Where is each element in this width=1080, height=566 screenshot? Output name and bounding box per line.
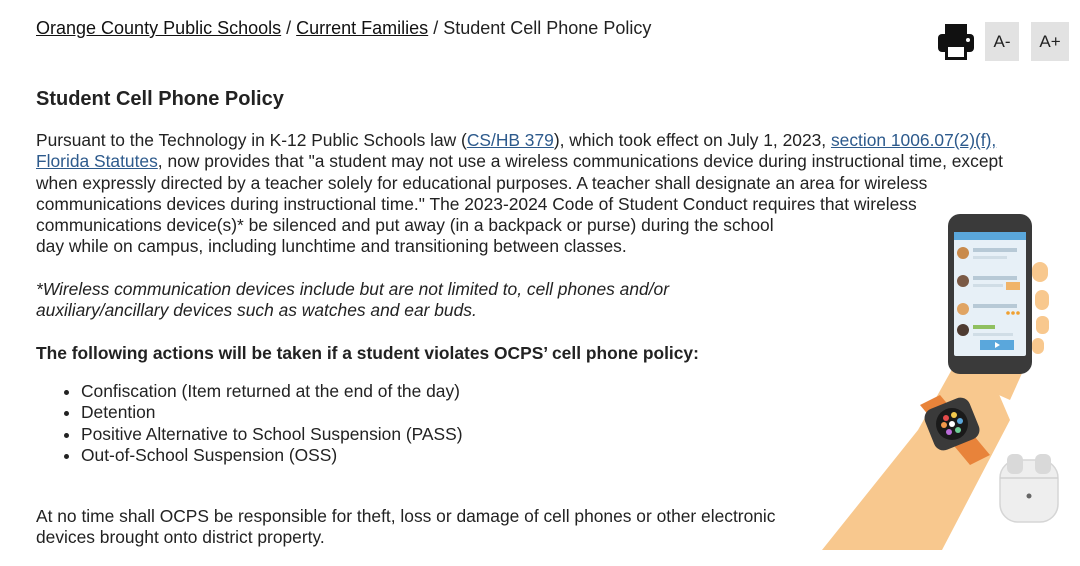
smartphone-icon [948,214,1032,374]
breadcrumb-separator: / [286,18,292,38]
breadcrumb-link-ocps[interactable]: Orange County Public Schools [36,18,282,38]
printer-icon[interactable] [936,22,976,62]
breadcrumb-link-current-families[interactable]: Current Families [296,18,429,38]
list-item: • Out-of-School Suspension (OSS) [81,445,463,466]
wireless-devices-note: *Wireless communication devices include but are not limited to, cell phones and/or auxiliary/ancillary devices such as watches and ear buds. [36,279,669,321]
florida-statutes-link[interactable]: section 1006.07(2)(f), Florida Statutes [36,130,997,172]
phone-policy-illustration [810,210,1080,560]
decrease-font-button[interactable]: A- [985,22,1019,61]
breadcrumb-current-page: Student Cell Phone Policy [443,18,652,38]
increase-font-button[interactable]: A+ [1031,22,1069,61]
actions-heading: The following actions will be taken if a student violates OCPS’ cell phone policy: [36,343,699,363]
page-title: Student Cell Phone Policy [36,88,284,110]
list-item: • Positive Alternative to School Suspension (PASS) [81,424,463,445]
breadcrumb [36,18,651,39]
intro-text: , now provides that "a student may not use a wireless communications device during instructional time, except when expressly directed by a teacher solely for educational purposes. A teacher shall designate an area for wireless communications devices during instructional time." The 2023-2024 Code of Student Conduct requires that wireless [36,151,1004,214]
list-item: • Confiscation (Item returned at the end of the day) [81,381,463,402]
list-item: • Detention [81,402,463,423]
breadcrumb-separator: / [433,18,439,38]
cs-hb-379-link[interactable]: CS/HB 379 [466,130,554,150]
actions-list [36,381,463,466]
intro-text: ), which took effect on July 1, 2023, [553,130,831,150]
intro-text: communications device(s)* be silenced and put away (in a backpack or purse) during the school day while on campus, including lunchtime and transitioning between classes. [36,215,774,257]
intro-text: Pursuant to the Technology in K-12 Public Schools law ( [36,130,467,150]
earbuds-case-icon [1000,454,1058,522]
liability-disclaimer: At no time shall OCPS be responsible for theft, loss or damage of cell phones or other electronic devices brought onto district property. [36,506,776,548]
